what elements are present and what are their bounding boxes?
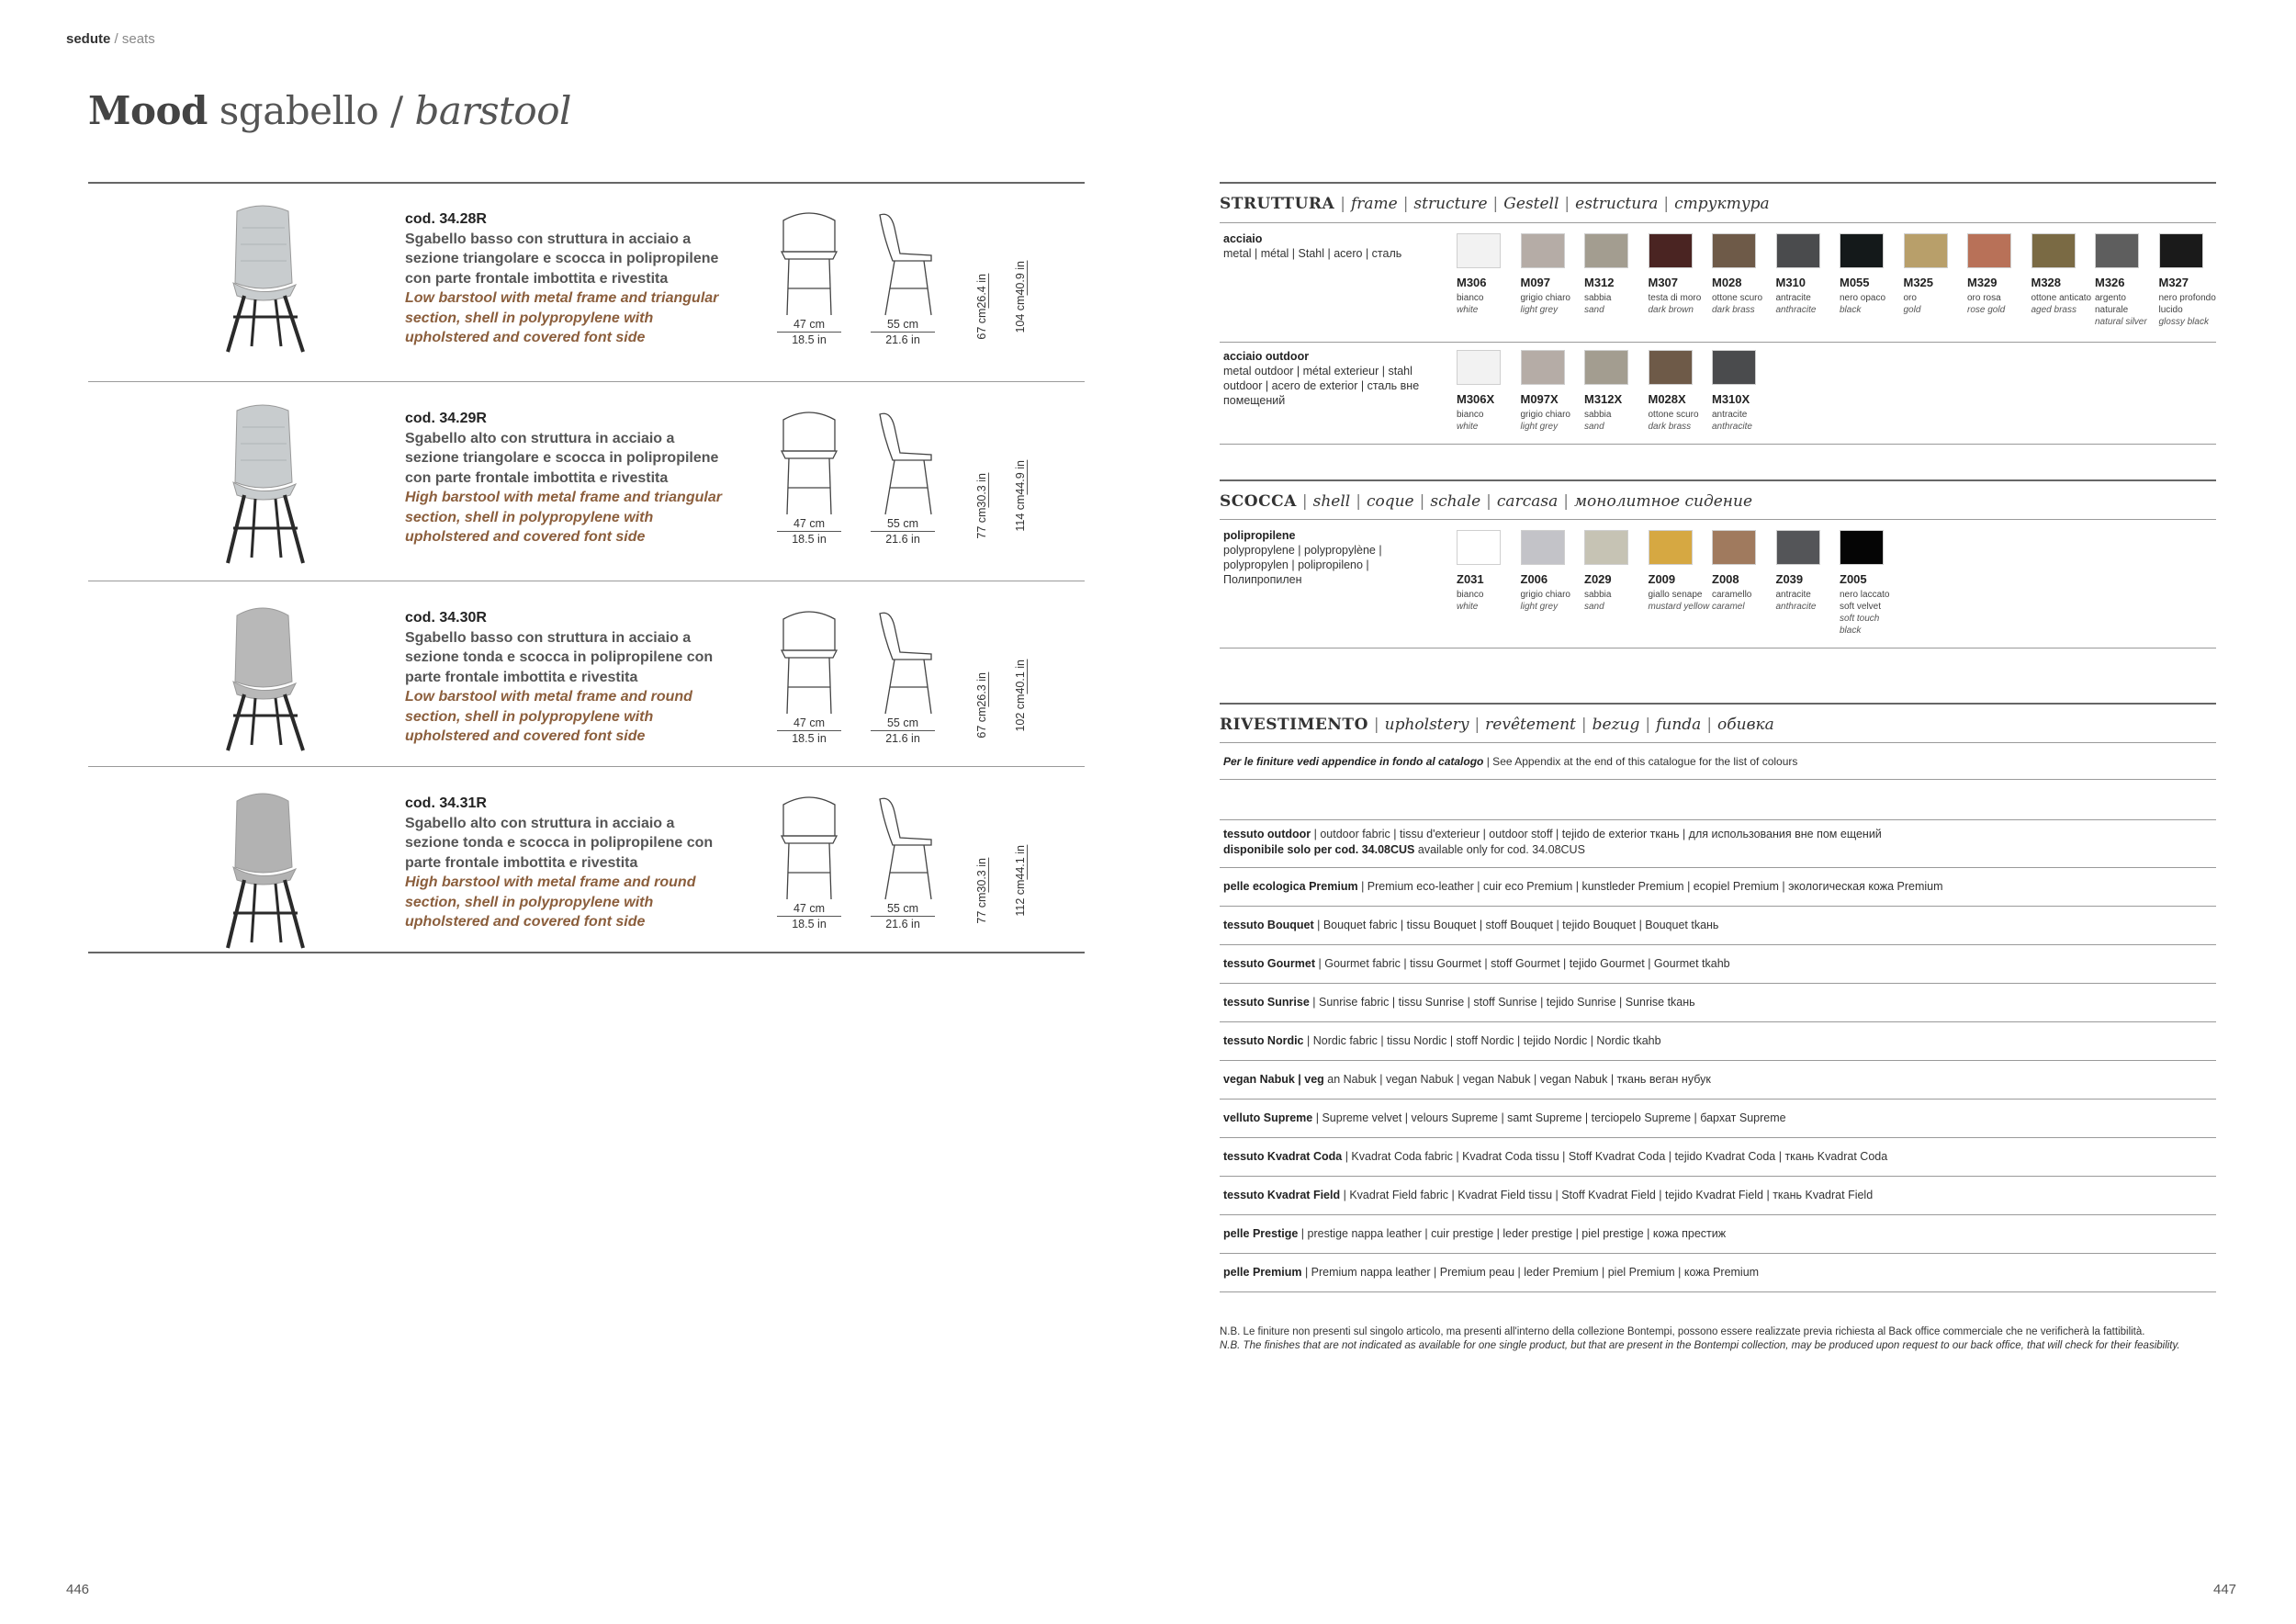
swatch-name: argento naturale natural silver [2095,293,2147,327]
swatch-code: Z008 [1712,572,1739,586]
color-swatch [1712,233,1756,268]
fabric-row: tessuto Kvadrat Coda | Kvadrat Coda fabric | Kvadrat Coda tissu | Stoff Kvadrat Coda | tejido Kvadrat Coda | ткань Kvadrat Coda [1223,1150,1888,1163]
swatch-code: M306 [1457,276,1487,289]
rule [1220,944,2216,945]
fabric-row: tessuto Sunrise | Sunrise fabric | tissu Sunrise | stoff Sunrise | tejido Sunrise | Sunrise tkaнь [1223,996,1695,1009]
swatch-name: oro rosa rose gold [1967,293,2006,315]
depth-dimension: 55 cm 21.6 in [871,317,935,347]
chair-photo [189,400,336,570]
swatch-code: M310 [1775,276,1806,289]
rule [1220,906,2216,907]
chair-photo [189,599,336,769]
side-view-drawing [867,794,940,904]
fabric-row: velluto Supreme | Supreme velvet | velours Supreme | samt Supreme | terciopelo Supreme | бархат Supreme [1223,1111,1786,1124]
rule [1220,1060,2216,1061]
seat-height-dimension: 77 cm30.3 in [975,473,988,539]
front-view-drawing [772,608,846,718]
fabric-row: pelle ecologica Premium | Premium eco-leather | cuir eco Premium | kunstleder Premium | ecopiel Premium | экологическая кожа Premium [1223,880,1943,893]
product-description [405,608,726,747]
color-swatch [1649,233,1693,268]
swatch-name: grigio chiaro light grey [1520,410,1570,432]
fabric-row: pelle Prestige | prestige nappa leather | cuir prestige | leder prestige | piel prestige | кожа престиж [1223,1227,1727,1240]
swatch-name: bianco white [1457,293,1484,315]
fabric-row: tessuto Kvadrat Field | Kvadrat Field fabric | Kvadrat Field tissu | Stoff Kvadrat Field | tejido Kvadrat Field | ткань Kvadrat Field [1223,1189,1874,1201]
product-code: cod. 34.28R [405,211,487,227]
swatch-code: M325 [1903,276,1934,289]
swatch-code: M328 [2031,276,2062,289]
rule [1220,867,2216,868]
product-desc-it: Sgabello alto con struttura in acciaio a sezione triangolare e scocca in polipropilene con parte frontale imbottita e rivestita [405,430,719,486]
color-swatch [1776,233,1820,268]
swatch-name: caramello caramel [1712,590,1752,612]
product-row [88,381,1085,581]
fabric-row: vegan Nabuk | veg an Nabuk | vegan Nabuk | vegan Nabuk | vegan Nabuk | ткань веган нубук [1223,1073,1711,1086]
color-swatch [1649,530,1693,565]
fabric-row: tessuto Nordic | Nordic fabric | tissu Nordic | stoff Nordic | tejido Nordic | Nordic tkahb [1223,1034,1661,1047]
swatch-name: bianco white [1457,410,1484,432]
chair-photo [189,784,336,954]
color-swatch [1457,233,1501,268]
swatch-name: antracite anthracite [1712,410,1752,432]
fabric-row: tessuto Bouquet | Bouquet fabric | tissu Bouquet | stoff Bouquet | tejido Bouquet | Bouquet tkaнь [1223,919,1719,931]
title-it: sgabello [219,88,379,133]
total-height-dimension: 104 cm40.9 in [1014,261,1027,333]
color-swatch [2032,233,2076,268]
swatch-code: M327 [2158,276,2189,289]
swatch-name: bianco white [1457,590,1484,612]
rivestimento-heading: RIVESTIMENTO | upholstery | revêtement | bezug | funda | обивка [1220,716,1774,734]
page-number-right: 447 [2213,1582,2237,1597]
product-row [88,766,1085,966]
side-view-drawing [867,608,940,718]
swatch-code: M329 [1967,276,1998,289]
color-swatch [2159,233,2203,268]
swatch-code: M097X [1520,392,1559,406]
scocca-heading: SCOCCA | shell | coque | schale | carcasa | монолитное сидение [1220,492,1753,511]
breadcrumb: sedute / seats [66,31,155,47]
product-row [88,581,1085,781]
swatch-name: sabbia sand [1584,590,1612,612]
swatch-code: M312 [1584,276,1615,289]
swatch-code: M306X [1457,392,1495,406]
swatch-name: testa di moro dark brown [1648,293,1702,315]
swatch-code: M312X [1584,392,1623,406]
depth-dimension: 55 cm 21.6 in [871,516,935,547]
width-dimension: 47 cm 18.5 in [777,901,841,931]
rule [1220,983,2216,984]
acciaio-label: acciaio metal | métal | Stahl | acero | сталь [1223,232,1402,260]
product-code: cod. 34.29R [405,411,487,426]
width-dimension: 47 cm 18.5 in [777,716,841,746]
color-swatch [1457,530,1501,565]
color-swatch [1712,350,1756,385]
rule [1220,819,2216,820]
swatch-name: grigio chiaro light grey [1520,293,1570,315]
rule [1220,222,2216,223]
swatch-name: ottone scuro dark brass [1648,410,1699,432]
color-swatch [1521,530,1565,565]
color-swatch [1584,530,1628,565]
swatch-name: antracite anthracite [1775,293,1817,315]
swatch-code: M028 [1712,276,1742,289]
note-en: N.B. The finishes that are not indicated as available for one single product, but that are present in the Bontempi collection, may be produced upon request to our back office, that will check for their feasibility. [1220,1340,2180,1351]
swatch-name: ottone anticato aged brass [2031,293,2092,315]
color-swatch [1521,350,1565,385]
color-swatch [1840,530,1884,565]
rule [1220,1137,2216,1138]
color-swatch [1904,233,1948,268]
product-desc-en: High barstool with metal frame and round section, shell in polypropylene with upholstered and covered font side [405,874,696,930]
product-desc-it: Sgabello basso con struttura in acciaio a sezione triangolare e scocca in polipropilene con parte frontale imbottita e rivestita [405,231,719,287]
fabric-row: tessuto Gourmet | Gourmet fabric | tissu Gourmet | stoff Gourmet | tejido Gourmet | Gourmet tkahb [1223,957,1730,970]
rule [1220,519,2216,520]
swatch-code: M326 [2095,276,2125,289]
swatch-name: giallo senape mustard yellow [1648,590,1710,612]
finishes-note [1220,1325,2230,1353]
product-desc-en: Low barstool with metal frame and round section, shell in polypropylene with upholstered and covered font side [405,689,692,744]
total-height-dimension: 112 cm44.1 in [1014,845,1027,917]
depth-dimension: 55 cm 21.6 in [871,901,935,931]
swatch-code: M097 [1520,276,1551,289]
rule [1220,444,2216,445]
page-number-left: 446 [66,1582,90,1597]
swatch-code: Z031 [1457,572,1484,586]
fabric-row: pelle Premium | Premium nappa leather | Premium peau | leder Premium | piel Premium | кожа Premium [1223,1266,1760,1279]
note-it: N.B. Le finiture non presenti sul singolo articolo, ma presenti all'interno della collezione Bontempi, possono essere realizzate previa richiesta al Back office commerciale che ne verificherà la fattibilità. [1220,1326,2145,1337]
page-title: Mood sgabello / barstool [88,88,571,133]
product-description [405,209,726,348]
swatch-code: Z006 [1520,572,1548,586]
swatch-name: nero opaco black [1840,293,1886,315]
swatch-code: M055 [1840,276,1870,289]
appendix-note: Per le finiture vedi appendice in fondo al catalogo | See Appendix at the end of this catalogue for the list of colours [1223,755,1798,768]
product-description [405,409,726,547]
rule [1220,1291,2216,1292]
chair-photo [189,200,336,370]
front-view-drawing [772,409,846,519]
swatch-name: nero profondo lucido glossy black [2158,293,2216,327]
color-swatch [1584,350,1628,385]
breadcrumb-sub: seats [121,31,155,47]
product-table [88,182,1085,963]
total-height-dimension: 102 cm40.1 in [1014,660,1027,732]
color-swatch [1457,350,1501,385]
title-en: barstool [414,88,571,133]
rule [1220,1176,2216,1177]
front-view-drawing [772,794,846,904]
swatch-code: Z009 [1648,572,1676,586]
swatch-name: oro gold [1903,293,1921,315]
side-view-drawing [867,409,940,519]
product-desc-it: Sgabello alto con struttura in acciaio a sezione tonda e scocca in polipropilene con parte frontale imbottita e rivestita [405,815,714,871]
swatch-name: sabbia sand [1584,293,1612,315]
color-swatch [1776,530,1820,565]
swatch-name: nero laccato soft velvet soft touch black [1840,590,1890,636]
rule [1220,1253,2216,1254]
color-swatch [1712,530,1756,565]
color-swatch [1967,233,2011,268]
product-desc-en: Low barstool with metal frame and triangular section, shell in polypropylene with upholstered and covered font side [405,290,719,345]
polipropilene-label: polipropilene polypropylene | polypropylène | polypropylen | polipropileno | Полипропилен [1223,529,1382,586]
depth-dimension: 55 cm 21.6 in [871,716,935,746]
front-view-drawing [772,209,846,320]
rule [1220,779,2216,780]
swatch-name: antracite anthracite [1775,590,1817,612]
color-swatch [1649,350,1693,385]
swatch-code: Z029 [1584,572,1612,586]
swatch-code: M310X [1712,392,1750,406]
product-description [405,794,726,932]
seat-height-dimension: 67 cm26.3 in [975,672,988,739]
rule [1220,742,2216,743]
product-code: cod. 34.30R [405,610,487,626]
rule [1220,1021,2216,1022]
side-view-drawing [867,209,940,320]
struttura-heading: STRUTTURA | frame | structure | Gestell | estructura | структура [1220,195,1770,213]
swatch-name: ottone scuro dark brass [1712,293,1763,315]
width-dimension: 47 cm 18.5 in [777,317,841,347]
seat-height-dimension: 67 cm26.4 in [975,274,988,340]
swatch-code: M307 [1648,276,1679,289]
swatch-code: M028X [1648,392,1686,406]
scocca-top-rule [1220,479,2216,481]
swatch-name: sabbia sand [1584,410,1612,432]
product-row [88,182,1085,382]
seat-height-dimension: 77 cm30.3 in [975,858,988,924]
swatch-name: grigio chiaro light grey [1520,590,1570,612]
rivestimento-top-rule [1220,703,2216,705]
product-desc-en: High barstool with metal frame and triangular section, shell in polypropylene with upholstered and covered font side [405,490,722,545]
product-desc-it: Sgabello basso con struttura in acciaio a sezione tonda e scocca in polipropilene con parte frontale imbottita e rivestita [405,629,714,685]
acciaio-outdoor-label: acciaio outdoor metal outdoor | métal exterieur | stahl outdoor | acero de exterior | сталь вне помещений [1223,350,1420,407]
rule [1220,1099,2216,1100]
product-code: cod. 34.31R [405,795,487,811]
title-brand: Mood [88,88,208,133]
fabric-outdoor: tessuto outdoor | outdoor fabric | tissu d'exterieur | outdoor stoff | tejido de exterior ткань | для использования вне пом ещений disponibile solo per cod. 34.08CUS available only for cod. 34.08CUS [1223,828,1882,856]
color-swatch [2095,233,2139,268]
swatch-code: Z005 [1840,572,1867,586]
swatch-code: Z039 [1775,572,1804,586]
struttura-top-rule [1220,182,2216,184]
rule [1220,1214,2216,1215]
color-swatch [1521,233,1565,268]
rule [1220,342,2216,343]
color-swatch [1840,233,1884,268]
width-dimension: 47 cm 18.5 in [777,516,841,547]
breadcrumb-section: sedute [66,31,111,47]
color-swatch [1584,233,1628,268]
total-height-dimension: 114 cm44.9 in [1014,460,1027,532]
